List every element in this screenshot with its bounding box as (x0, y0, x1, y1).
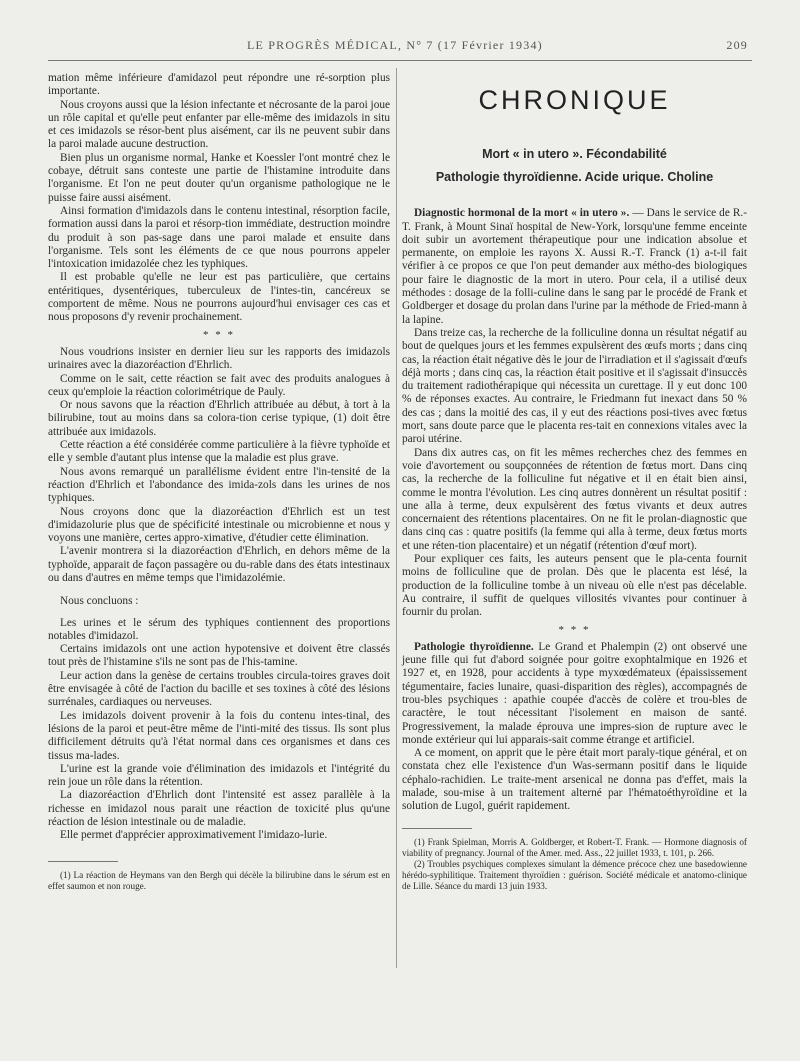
paragraph: Leur action dans la genèse de certains troubles circula-toires graves doit être envisagée à côté de l'action du bacille et ses toxines à côté des lésions surrénales, cardiaques ou nerveuses. (48, 669, 390, 709)
paragraph: Ainsi formation d'imidazols dans le contenu intestinal, résorption facile, formation aussi dans la paroi et résorp-tion immédiate, destruction moindre du produit à son pas-sage dans une paroi malade et ensuite dans l'organisme. Tels sont les éléments de ce que nous pourrons appeler l'intoxication imidazolée chez les typhiques. (48, 204, 390, 271)
paragraph: Nous croyons donc que la diazoréaction d'Ehrlich est un test d'imidazolurie plus que de spécificité intestinale ou microbienne et nous y voyons une manière, certes appro-ximative, d'étudier cette élimination. (48, 505, 390, 545)
paragraph: L'avenir montrera si la diazoréaction d'Ehrlich, en dehors même de la typhoïde, apparait de façon passagère ou du-rable dans des états intestinaux ou dans d'autres en même temps que l'imidazolémie. (48, 545, 390, 584)
footnote: (1) La réaction de Heymans van den Bergh qui décèle la bilirubine dans le sérum est en effet saumon et non rouge. (48, 869, 390, 891)
paragraph: Dans treize cas, la recherche de la folliculine donna un résultat négatif au bout de quelques jours et les femmes expulsèrent des œufs morts ; dans cinq cas, la réaction était négative dès le jour de l'irradiation et il s'agissait d'œufs déjà morts ; dans cinq cas, la réaction était positive et il s'agissait d'insuccès du traitement radiothérapique qui nécessita un curettage. Il y eut donc 100 % de réponses exactes. Au contraire, le Friedmann fut inexact dans 50 % des cas ; dans la moitié des cas, il y eut des réactions posi-tives avec fœtus mort, sans doute parce que le placenta res-tait en connexions vitales avec la paroi utérine. (402, 326, 747, 446)
paragraph: Nous avons remarqué un parallélisme évident entre l'in-tensité de la réaction d'Ehrlich et l'abondance des imida-zols dans les urines de nos typhiques. (48, 465, 390, 505)
paragraph: mation même inférieure d'amidazol peut répondre une ré-sorption plus importante. (48, 72, 390, 98)
paragraph: Bien plus un organisme normal, Hanke et Koessler l'ont montré chez le cobaye, détruit sans conteste une partie de l'histamine introduite dans l'organisme. Et l'on ne peut douter qu'un organisme pathologique ne le puisse faire aussi aisément. (48, 151, 390, 204)
paragraph-text: — Dans le service de R.-T. Frank, à Mount Sinaï hospital de New-York, lorsqu'une femme enceinte doit subir un avortement thérapeutique pour une indication absolue et permanente, on emploie les rayons X. Aussi R.-T. Franck (1) a-t-il fait vérifier à ce propos ce que l'on peut demander aux métho-des biologiques pour faire le diagnostic de la mort in utero. Pour cela, il a utilisé deux méthodes : dosage de la folli-culine dans le sang par le procédé de Frank et Goldberger et dosage du prolan dans l'urine par la méthode de Fried-mann à la lapine. (402, 207, 748, 326)
paragraph: Les imidazols doivent provenir à la fois du contenu intes-tinal, des lésions de la paroi et peut-être même de l'inti-mité des tissus. Ils sont plus difficilement détruits qu'à l'état normal dans ces organismes et dans ces tissus ma-lades. (48, 709, 390, 762)
section-heading: CHRONIQUE (478, 85, 671, 115)
paragraph: A ce moment, on apprit que le père était mort paraly-tique général, et on constata chez elle l'existence d'un Was-sermann positif dans le liquide céphalo-rachidien. Le traite-ment arsenical ne donna pas d'effet, mais la malade, sou-mise à un traitement alterné par l'hématoéthyroïdine et la solution de Lugol, guérit rapidement. (402, 747, 747, 813)
paragraph: Cette réaction a été considérée comme particulière à la fièvre typhoïde et elle y semble d'autant plus intense que la maladie est plus grave. (48, 439, 390, 465)
right-column (402, 72, 747, 892)
paragraph: Nous croyons aussi que la lésion infectante et nécrosante de la paroi joue un rôle capital et qu'elle peut enfanter par elle-même des imidazols in situ et ces imidazols se résor-bent plus aisément, car ils ne peuvent subir dans la paroi malade aucune destruction. (48, 98, 391, 151)
paragraph: Il est probable qu'elle ne leur est pas particulière, que certains entéritiques, dysentériques, tuberculeux de l'intes-tin, cancéreux se comportent de même. Nous ne pourrons aujourd'hui envisager ces cas et nous proposons d'y revenir prochainement. (48, 271, 390, 324)
left-column (48, 72, 390, 892)
section-separator: * * * (558, 623, 591, 636)
paragraph: Pour expliquer ces faits, les auteurs pensent que le pla-centa fournit moins de folliculine que de prolan. Dès que le placenta est lésé, la production de la folliculine tombe à un niveau où elle n'est pas décelable. Au contraire, il suffit de quelques villosités vivantes pour continuer à fournir du prolan. (402, 553, 747, 619)
page-number: 209 (726, 38, 748, 52)
footnote-rule (402, 828, 472, 829)
article-subtitle: Pathologie thyroïdienne. Acide urique. Choline (435, 170, 714, 185)
paragraph: Certains imidazols ont une action hypotensive et doivent être classés tout près de l'histamine s'ils ne sont pas de l'his-tamine. (48, 643, 390, 669)
paragraph (402, 641, 747, 747)
paragraph-lead: Diagnostic hormonal de la mort « in utero ». (414, 207, 630, 220)
paragraph: Dans dix autres cas, on fit les mêmes recherches chez des femmes en voie d'avortement ou soupçonnées de rétention de fœtus mort. Dans cinq cas, la recherche de la folliculine fut négative et il en était bien ainsi, comme le montra l'évolution. Les cinq autres donnèrent un résultat positif : une alla à terme, deux expulsèrent des fœtus vivants et deux autres concernaient des rétentions placentaires. On ne fit le prolan-diagnostic que dans cinq cas : quatre positifs (la femme qui alla à terme, deux fœtus morts et une réten-tion placentaire) et un négatif (rétention d'œuf mort). (402, 446, 747, 552)
paragraph: La diazoréaction d'Ehrlich dont l'intensité est assez parallèle à la richesse en imidazol nous parait une réaction de toxicité plus qu'une réaction de lésion intestinale ou de maladie. (48, 789, 390, 829)
paragraph: Nous voudrions insister en dernier lieu sur les rapports des imidazols urinaires avec la diazoréaction d'Ehrlich. (48, 345, 390, 372)
paragraph: L'urine est la grande voie d'élimination des imidazols et l'intégrité du rein joue un rôle dans la rétention. (48, 762, 390, 789)
journal-title: LE PROGRÈS MÉDICAL, N° 7 (17 Février 1934) (247, 38, 543, 52)
footnote: (1) Frank Spielman, Morris A. Goldberger, et Robert-T. Frank. — Hormone diagnosis of viability of pregnancy. Journal of the Amer. med. Ass., 22 juillet 1933, t. 101, p. 266. (402, 836, 747, 858)
paragraph-text: Le Grand et Phalempin (2) ont observé une jeune fille qui fut d'abord soignée pour goitre exophtalmique en 1926 et 1927 et, en 1928, pour accidents à type myxœdémateux (épaississement tégumentaire, facies lunaire, quasi-disparition des règles), accompagnés de trou-bles psychiques : apathie coupée d'accès de colère et trou-bles de caractère, le tout nécessitant l'isolement en maison de santé. Progressivement, la malade éprouva une impres-sion de rupture avec le monde extérieur qui lui apparais-sait comme étrange et artificiel. (402, 640, 747, 746)
paragraph: Les urines et le sérum des typhiques contiennent des proportions notables d'imidazol. (48, 616, 390, 642)
paragraph: Nous concluons : (60, 595, 139, 608)
header-rule (48, 60, 752, 61)
paragraph: Comme on le sait, cette réaction se fait avec des produits analogues à ceux qu'emploie la réaction colorimétrique de Pauly. (48, 372, 390, 398)
footnote-rule (48, 861, 118, 862)
paragraph: Elle permet d'apprécier approximativement l'imidazo-lurie. (60, 829, 328, 842)
section-separator: * * * (203, 328, 235, 341)
paragraph (402, 207, 747, 327)
paragraph-lead: Pathologie thyroïdienne. (414, 640, 534, 653)
running-head (52, 38, 748, 56)
column-divider (396, 68, 397, 968)
article-title: Mort « in utero ». Fécondabilité (482, 147, 667, 162)
paragraph: Or nous savons que la réaction d'Ehrlich attribuée au début, à tort à la bilirubine, tout au moins dans sa colora-tion cerise typique, (1) doit être attribuée aux imidazols. (48, 399, 390, 438)
footnote: (2) Troubles psychiques complexes simulant la démence précoce chez une basedowienne hérédo-syphilitique. Traitement thyroïdien : guérison. Société médicale et anatomo-clinique de Lille. Séance du mardi 13 juin 1933. (402, 858, 747, 891)
